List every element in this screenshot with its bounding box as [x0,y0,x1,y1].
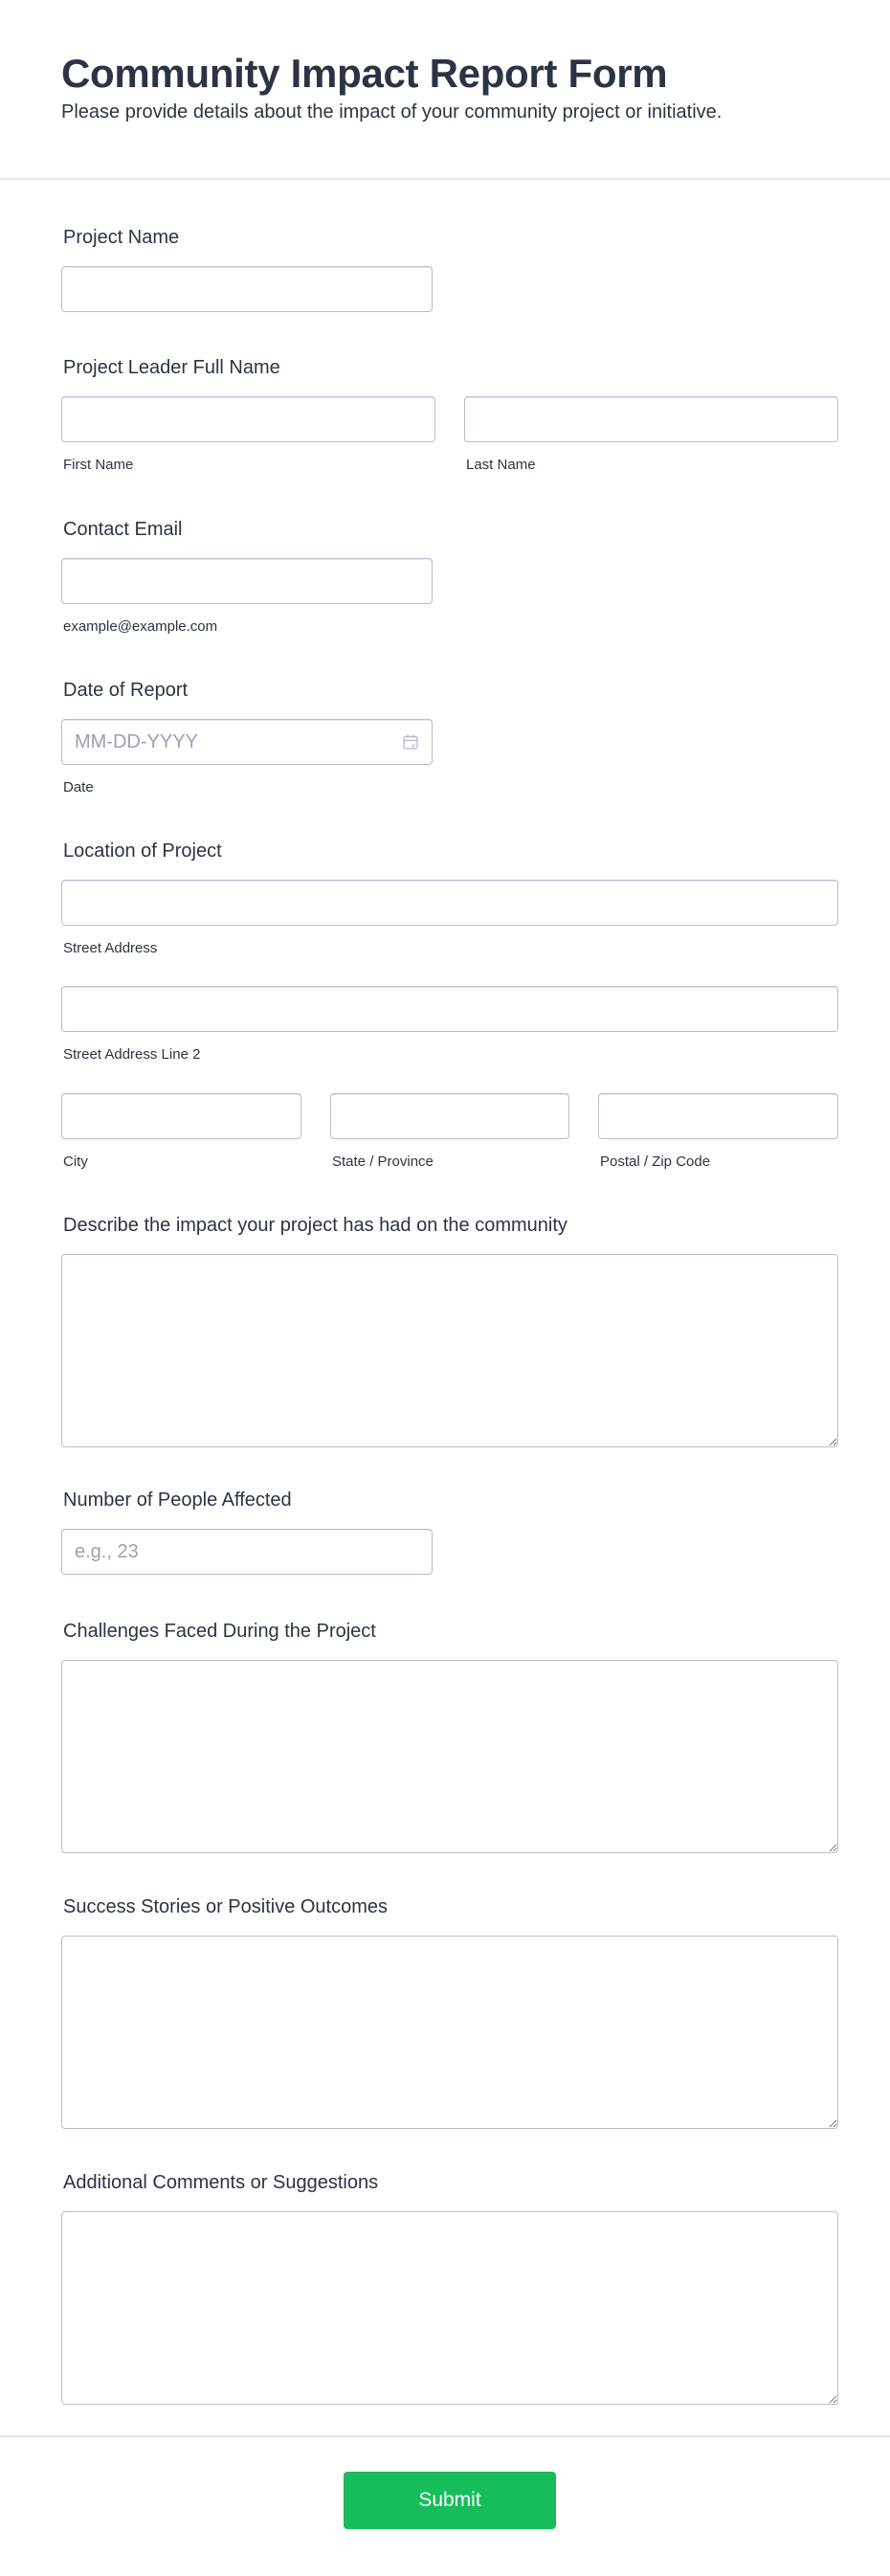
form-body [0,180,890,2435]
additional-comments-label: Additional Comments or Suggestions [63,2172,379,2193]
project-name-label: Project Name [63,227,180,248]
email-sublabel: example@example.com [63,618,218,635]
street-address-line2-sublabel: Street Address Line 2 [63,1046,201,1063]
street-address-line2-input[interactable] [61,986,838,1032]
street-address-sublabel: Street Address [63,940,158,956]
date-input[interactable] [61,719,433,765]
first-name-input[interactable] [61,396,435,442]
impact-textarea[interactable] [61,1254,838,1447]
success-stories-textarea[interactable] [61,1936,838,2129]
challenges-label: Challenges Faced During the Project [63,1621,376,1642]
project-name-input[interactable] [61,266,433,312]
form-footer [0,2435,890,2576]
people-affected-input[interactable] [61,1529,433,1575]
people-affected-label: Number of People Affected [63,1490,292,1511]
page-subtitle: Please provide details about the impact of your community project or initiative. [61,101,723,123]
last-name-sublabel: Last Name [466,457,536,473]
state-sublabel: State / Province [332,1154,434,1170]
email-label: Contact Email [63,519,183,540]
date-sublabel: Date [63,779,94,795]
challenges-textarea[interactable] [61,1660,838,1853]
postal-code-input[interactable] [598,1093,838,1139]
email-input[interactable] [61,558,433,604]
page-title: Community Impact Report Form [61,51,668,96]
date-label: Date of Report [63,680,189,701]
city-input[interactable] [61,1093,301,1139]
submit-button[interactable]: Submit [344,2472,556,2529]
form-header [0,0,890,180]
state-input[interactable] [330,1093,569,1139]
impact-label: Describe the impact your project has had on the community [63,1215,567,1236]
postal-code-sublabel: Postal / Zip Code [600,1154,711,1170]
additional-comments-textarea[interactable] [61,2211,838,2405]
first-name-sublabel: First Name [63,457,134,473]
city-sublabel: City [63,1154,88,1170]
success-stories-label: Success Stories or Positive Outcomes [63,1896,389,1917]
leader-name-label: Project Leader Full Name [63,357,280,378]
street-address-input[interactable] [61,880,838,926]
calendar-icon[interactable] [402,733,419,750]
location-label: Location of Project [63,840,222,862]
last-name-input[interactable] [464,396,838,442]
